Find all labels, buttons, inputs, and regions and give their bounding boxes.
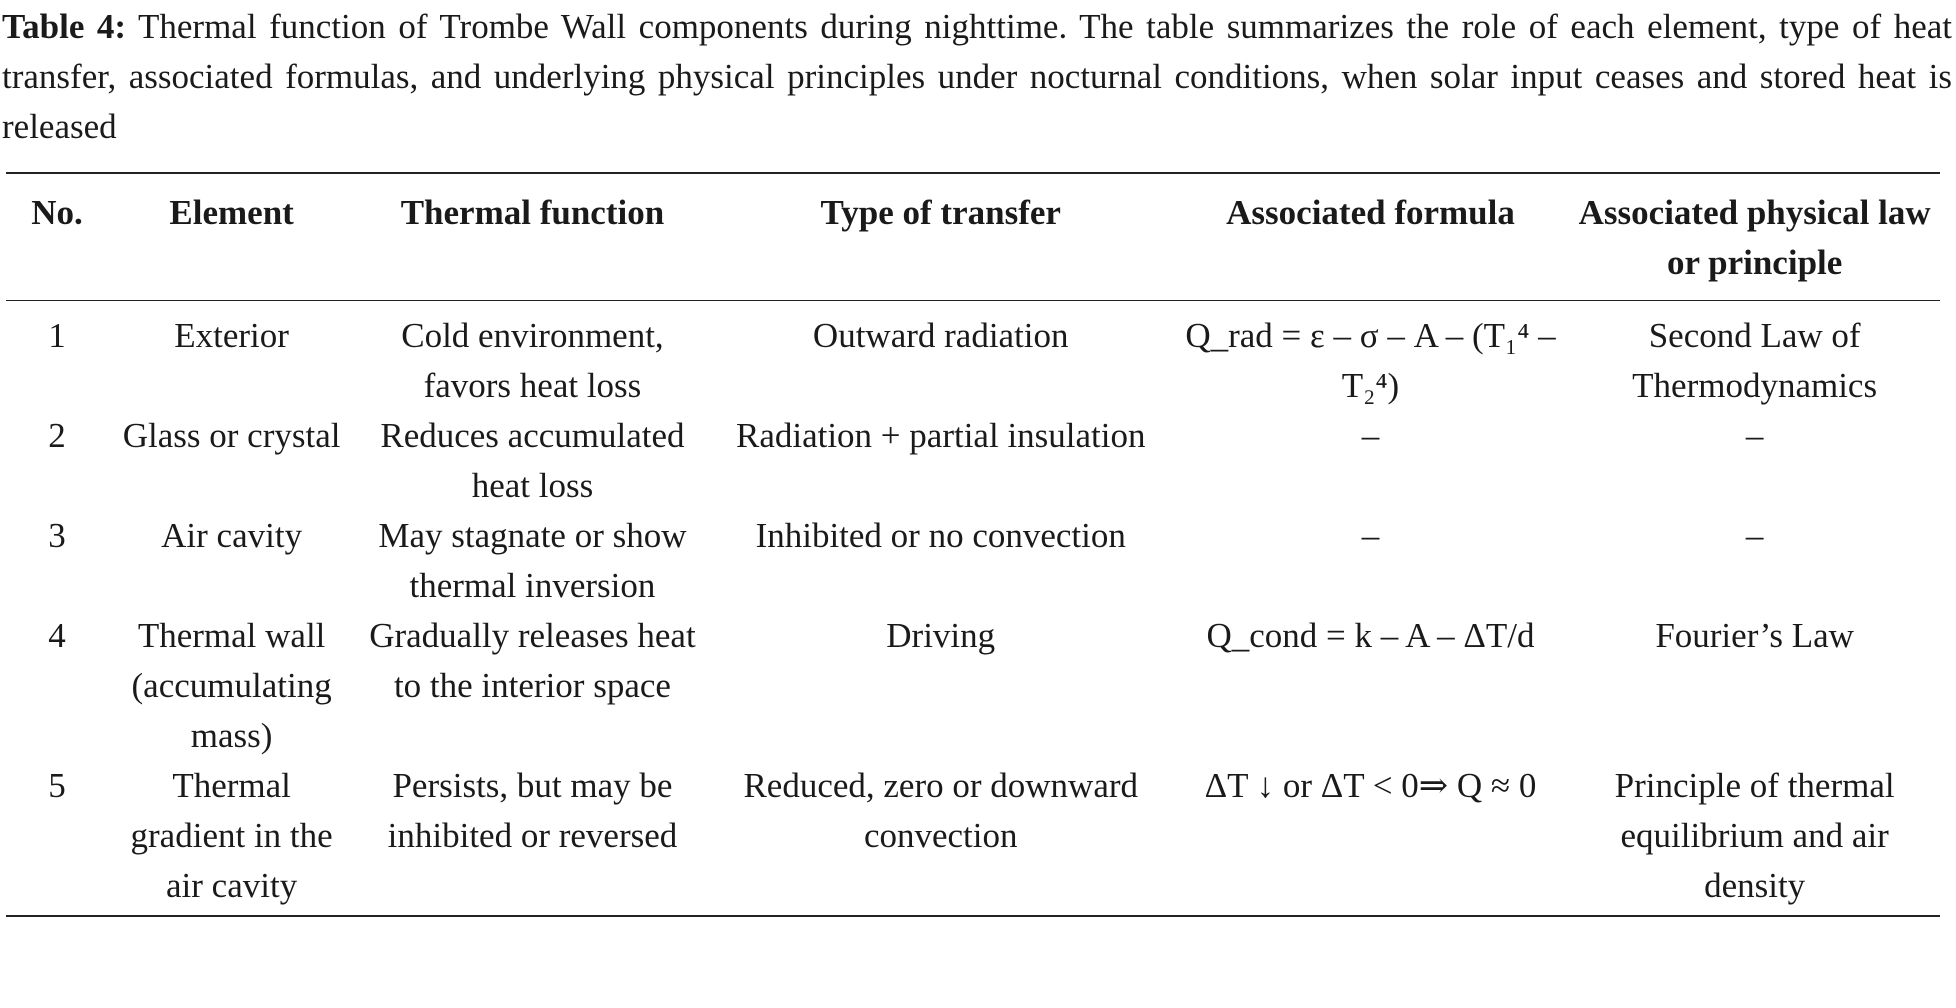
header-no: No.: [6, 173, 108, 301]
cell-function: Gradually releases heat to the interior space: [369, 616, 696, 705]
cell-transfer: Reduced, zero or downward convection: [710, 761, 1172, 916]
cell-no: 2: [48, 416, 66, 455]
cell-formula: –: [1361, 416, 1380, 455]
header-type-of-transfer: Type of transfer: [710, 173, 1172, 301]
cell-transfer: Inhibited or no convection: [755, 516, 1126, 555]
cell-transfer: Radiation + partial insulation: [735, 416, 1146, 455]
table-row: [6, 301, 1940, 412]
cell-function: Persists, but may be inhibited or reversed: [355, 761, 710, 916]
header-element: Element: [108, 173, 355, 301]
cell-function: Cold environment, favors heat loss: [401, 316, 664, 405]
cell-no: 4: [48, 616, 66, 655]
cell-no: 5: [6, 761, 108, 916]
cell-element: Air cavity: [161, 516, 303, 555]
cell-function: Reduces accumulated heat loss: [380, 416, 685, 505]
cell-formula: Q_cond = k – A – ΔT/d: [1206, 616, 1535, 655]
caption-text: Thermal function of Trombe Wall components during nighttime. The table summarizes the role of each element, type of heat transfer, associated formulas, and underlying physical principles under nocturnal conditions, when solar input ceases and stored heat is released: [2, 7, 1953, 146]
cell-element: Exterior: [174, 316, 289, 355]
cell-law: Second Law of Thermodynamics: [1632, 316, 1878, 405]
table-row: [6, 511, 1940, 611]
cell-element: Thermal gradient in the air cavity: [108, 761, 355, 916]
cell-transfer: Driving: [886, 616, 996, 655]
table-row: [6, 611, 1940, 761]
caption-label: Table 4:: [2, 7, 127, 46]
table-caption: [2, 2, 1952, 152]
header-associated-formula: Associated formula: [1172, 173, 1570, 301]
cell-law: Principle of thermal equilibrium and air density: [1569, 761, 1940, 916]
cell-function: May stagnate or show thermal inversion: [378, 516, 687, 605]
cell-formula: Q_rad = ε – σ – A – (T₁⁴ – T₂⁴): [1185, 316, 1556, 405]
table-row: [6, 411, 1940, 511]
cell-transfer: Outward radiation: [812, 316, 1069, 355]
cell-law: Fourier’s Law: [1655, 616, 1854, 655]
cell-formula: ΔT ↓ or ΔT < 0⇒ Q ≈ 0: [1172, 761, 1570, 916]
cell-no: 3: [48, 516, 66, 555]
trombe-wall-table: [6, 172, 1940, 917]
header-row: [6, 173, 1940, 301]
table-row: [6, 761, 1940, 916]
cell-element: Thermal wall (accumulating mass): [131, 616, 332, 755]
cell-no: 1: [48, 316, 66, 355]
header-thermal-function: Thermal function: [355, 173, 710, 301]
cell-formula: –: [1361, 516, 1380, 555]
cell-element: Glass or crystal: [122, 416, 341, 455]
header-physical-law: Associated physical law or principle: [1569, 173, 1940, 301]
cell-law: –: [1745, 416, 1764, 455]
cell-law: –: [1745, 516, 1764, 555]
